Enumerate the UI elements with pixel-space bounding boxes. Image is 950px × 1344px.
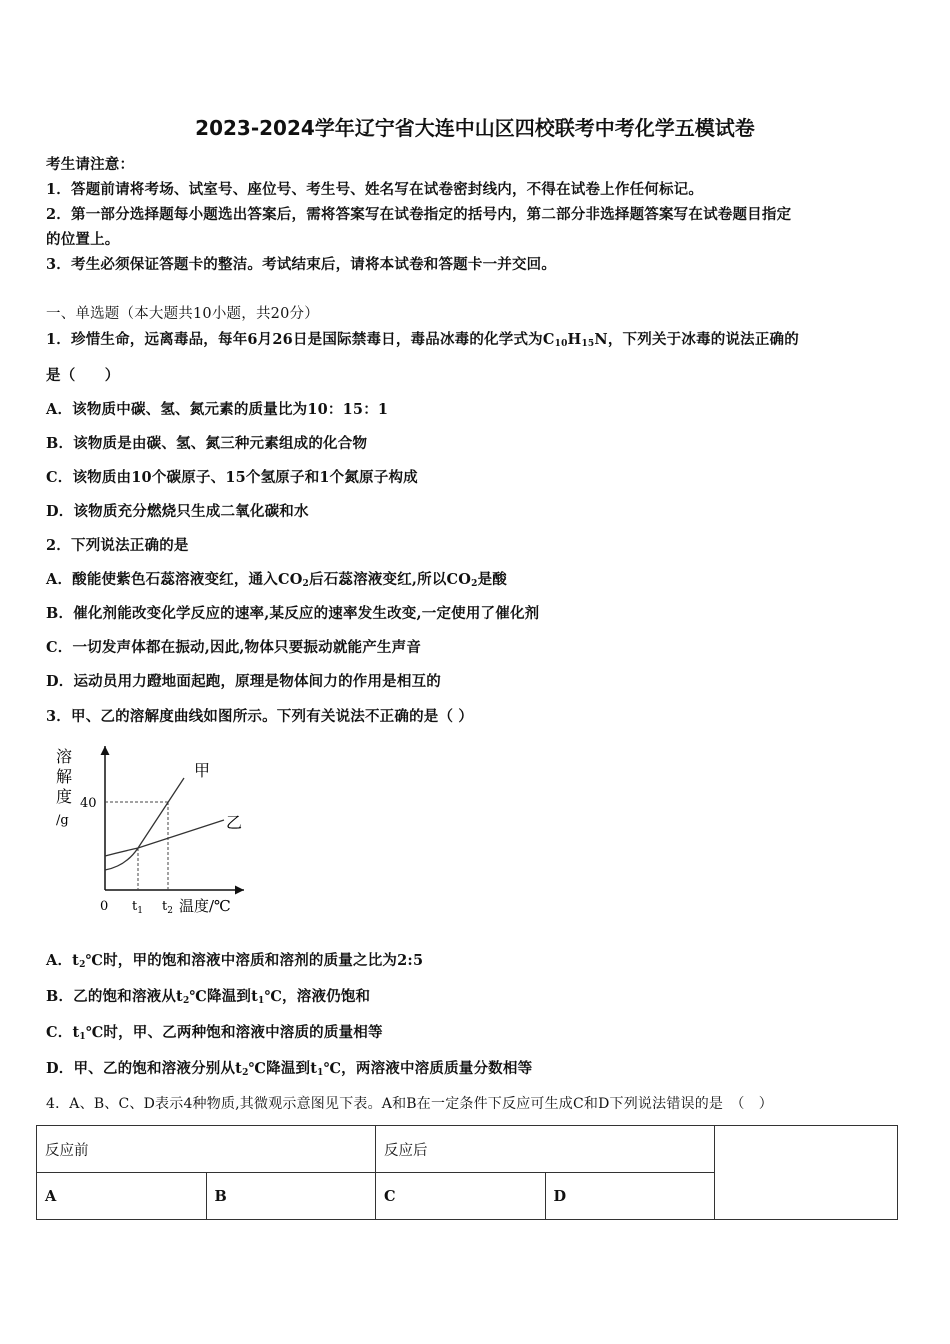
q1-option-c: C．该物质由10个碳原子、15个氢原子和1个氮原子构成 bbox=[46, 469, 418, 486]
cell-after: 反应后 bbox=[376, 1126, 715, 1173]
curve-jia bbox=[105, 778, 184, 870]
cell-before: 反应前 bbox=[37, 1126, 376, 1173]
q3-option-c: C．$t_1℃$时，甲、乙两种饱和溶液中溶质的质量相等 bbox=[46, 1024, 383, 1042]
x-axis-label: 温度/℃ bbox=[179, 897, 231, 915]
y-label-2: 解 bbox=[56, 767, 73, 786]
question-4-stem: 4．A、B、C、D表示4种物质,其微观示意图见下表。A和B在一定条件下反应可生成C和D下列说法错误的是 （ ） bbox=[46, 1096, 773, 1112]
series-label-jia: 甲 bbox=[194, 761, 211, 780]
notice-item-2: 2．第一部分选择题每小题选出答案后，需将答案写在试卷指定的括号内，第二部分非选择题答案写在试卷题目指定 bbox=[46, 206, 792, 223]
y-tick-40: 40 bbox=[80, 796, 97, 811]
notice-item-2-cont: 的位置上。 bbox=[46, 231, 120, 248]
q2-option-b: B．催化剂能改变化学反应的速率,某反应的速率发生改变,一定使用了催化剂 bbox=[46, 605, 540, 622]
t2-label: $t_2$ bbox=[162, 899, 173, 916]
question-2-stem: 2．下列说法正确的是 bbox=[46, 537, 189, 554]
reaction-table bbox=[36, 1125, 898, 1220]
q1-option-a: A．该物质中碳、氢、氮元素的质量比为10：15：1 bbox=[46, 401, 389, 418]
cell-d: D bbox=[545, 1173, 715, 1220]
cell-c: C bbox=[376, 1173, 546, 1220]
question-1-stem-cont: 是（ ） bbox=[46, 367, 120, 384]
t1-label: $t_1$ bbox=[132, 899, 143, 916]
y-label-3: 度 bbox=[56, 787, 73, 806]
section-heading: 一、单选题（本大题共10小题，共20分） bbox=[46, 306, 319, 322]
q2-option-a: A．酸能使紫色石蕊溶液变红，通入$CO_2$后石蕊溶液变红,所以$CO_2$是酸 bbox=[46, 571, 507, 589]
q3-option-d: D．甲、乙的饱和溶液分别从$t_2℃$降温到$t_1℃$，两溶液中溶质质量分数相等 bbox=[46, 1060, 533, 1078]
cell-b: B bbox=[206, 1173, 376, 1220]
cell-empty bbox=[715, 1126, 898, 1220]
q1-option-d: D．该物质充分燃烧只生成二氧化碳和水 bbox=[46, 503, 309, 520]
q2-option-c: C．一切发声体都在振动,因此,物体只要振动就能产生声音 bbox=[46, 639, 422, 656]
cell-a: A bbox=[37, 1173, 207, 1220]
q1-option-b: B．该物质是由碳、氢、氮三种元素组成的化合物 bbox=[46, 435, 368, 452]
y-label-1: 溶 bbox=[56, 747, 73, 766]
q3-option-b: B．乙的饱和溶液从$t_2℃$降温到$t_1℃$，溶液仍饱和 bbox=[46, 988, 371, 1006]
origin-label: 0 bbox=[100, 899, 109, 914]
y-label-4: /g bbox=[56, 813, 69, 828]
solubility-graph bbox=[48, 740, 258, 925]
series-label-yi: 乙 bbox=[226, 813, 243, 832]
notice-item-1: 1．答题前请将考场、试室号、座位号、考生号、姓名写在试卷密封线内，不得在试卷上作任何标记。 bbox=[46, 181, 704, 198]
page-title: 2023-2024学年辽宁省大连中山区四校联考中考化学五模试卷 bbox=[195, 116, 755, 140]
question-1-stem: 1．珍惜生命，远离毒品，每年6月26日是国际禁毒日，毒品冰毒的化学式为$C_{10}H_{15}N$，下列关于冰毒的说法正确的 bbox=[46, 331, 799, 349]
notice-item-3: 3．考生必须保证答题卡的整洁。考试结束后，请将本试卷和答题卡一并交回。 bbox=[46, 256, 557, 273]
q2-option-d: D．运动员用力蹬地面起跑，原理是物体间力的作用是相互的 bbox=[46, 673, 441, 690]
curve-yi bbox=[105, 820, 224, 856]
notice-heading: 考生请注意： bbox=[46, 156, 135, 173]
question-3-stem: 3．甲、乙的溶解度曲线如图所示。下列有关说法不正确的是（ ） bbox=[46, 708, 474, 725]
q3-option-a: A．$t_2℃$时，甲的饱和溶液中溶质和溶剂的质量之比为2:5 bbox=[46, 952, 424, 970]
